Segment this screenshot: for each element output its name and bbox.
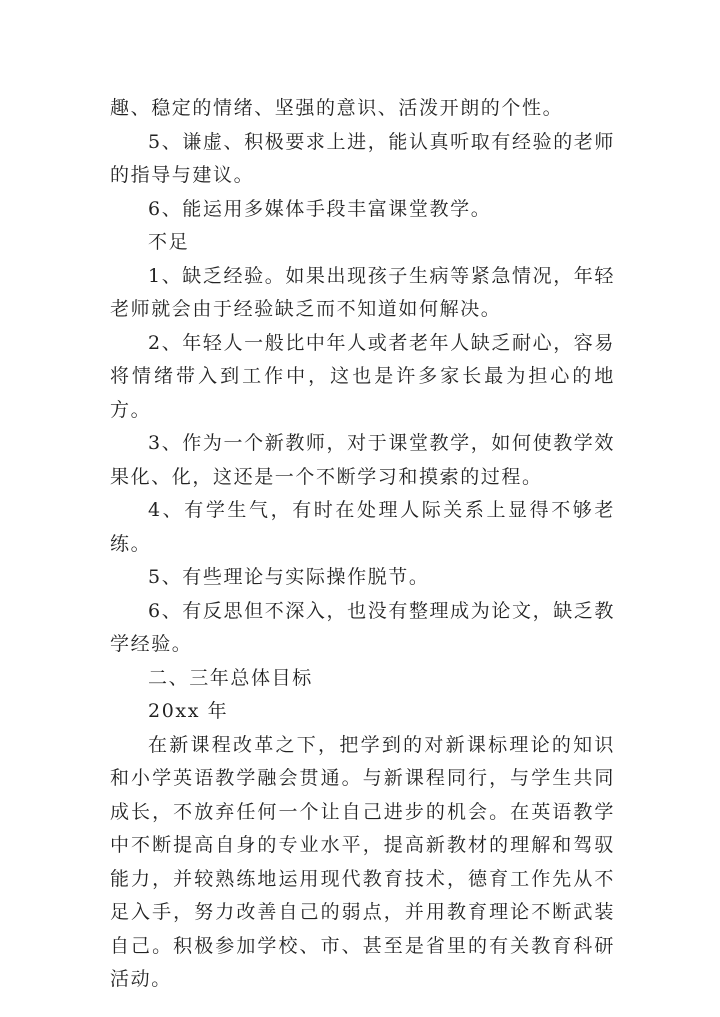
paragraph-personality: 趣、稳定的情绪、坚强的意识、活泼开朗的个性。 bbox=[110, 97, 564, 119]
paragraph-weakness-4: 4、有学生气，有时在处理人际关系上显得不够老练。 bbox=[110, 499, 615, 555]
paragraph-weakness-6: 6、有反思但不深入，也没有整理成为论文，缺乏教学经验。 bbox=[110, 599, 615, 655]
paragraph-weakness-3: 3、作为一个新教师，对于课堂教学，如何使教学效果化、化，这还是一个不断学习和摸索的过程。 bbox=[110, 432, 615, 488]
paragraph-weakness-1: 1、缺乏经验。如果出现孩子生病等紧急情况，年轻老师就会由于经验缺乏而不知道如何解决。 bbox=[110, 264, 615, 320]
document-body bbox=[110, 92, 615, 997]
paragraph-weakness-2: 2、年轻人一般比中年人或者老年人缺乏耐心，容易将情绪带入到工作中，这也是许多家长最为担心的地方。 bbox=[110, 331, 615, 421]
section-heading-three-year-goals: 二、三年总体目标 bbox=[148, 666, 313, 689]
paragraph-strength-5: 5、谦虚、积极要求上进，能认真听取有经验的老师的指导与建议。 bbox=[110, 130, 615, 186]
paragraph-weakness-5: 5、有些理论与实际操作脱节。 bbox=[148, 566, 430, 588]
section-heading-weaknesses: 不足 bbox=[148, 231, 190, 253]
paragraph-strength-6: 6、能运用多媒体手段丰富课堂教学。 bbox=[148, 197, 492, 220]
paragraph-year-goal: 在新课程改革之下，把学到的对新课标理论的知识和小学英语教学融会贯通。与新课程同行，与学生共同成长，不放弃任何一个让自己进步的机会。在英语教学中不断提高自身的专业水平，提高新教材的理解和驾驭能力，并较熟练地运用现代教育技术，德育工作先从不足入手，努力改善自己的弱点，并用教育理论不断武装自己。积极参加学校、市、甚至是省里的有关教育科研活动。 bbox=[110, 733, 615, 990]
year-heading: 20xx 年 bbox=[148, 700, 229, 722]
